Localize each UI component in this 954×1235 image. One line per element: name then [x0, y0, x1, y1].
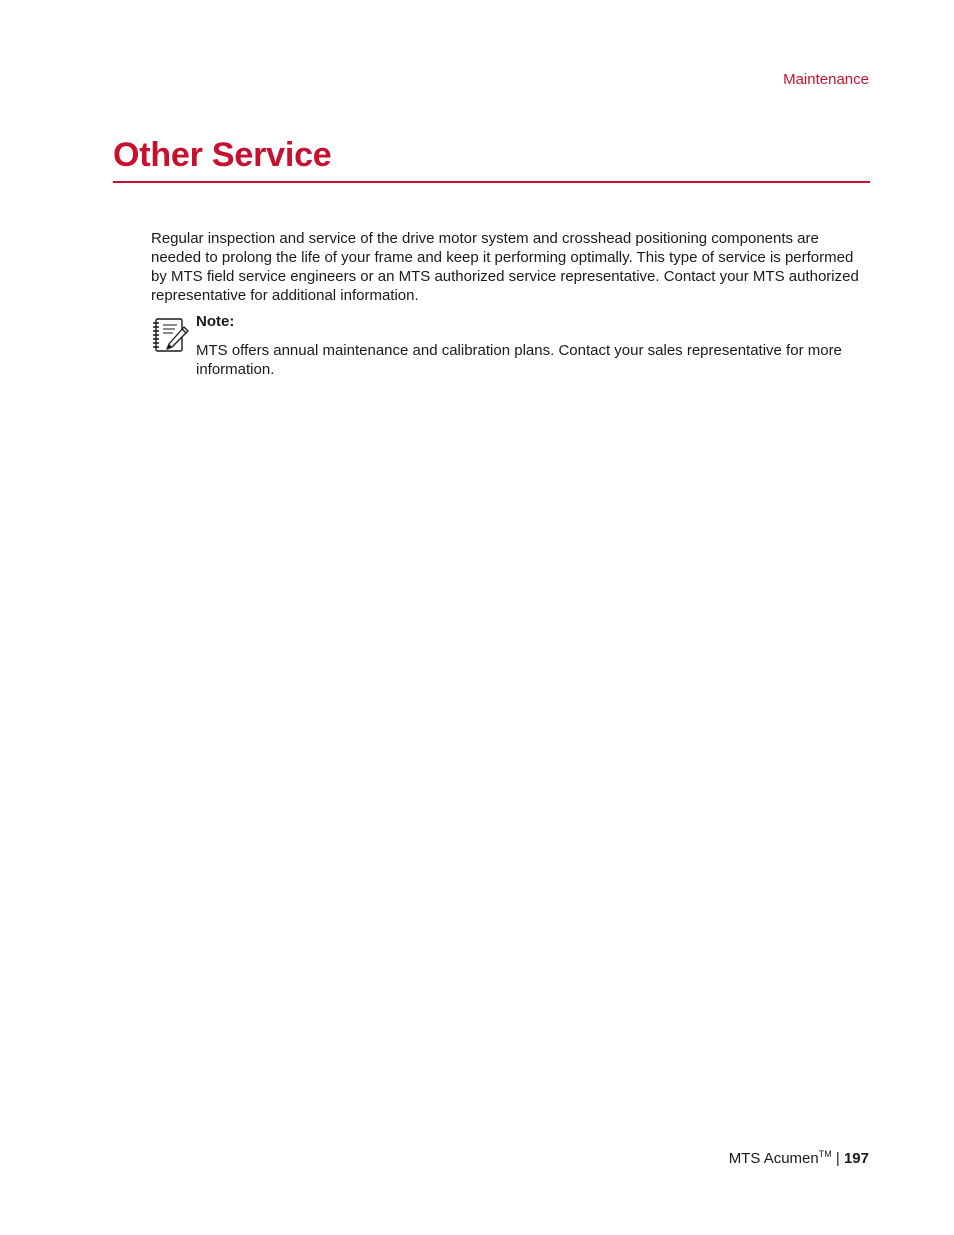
- page-footer: [729, 1149, 869, 1167]
- note-pencil-icon: [151, 316, 189, 354]
- footer-separator: |: [835, 1150, 840, 1167]
- page-title: Other Service: [113, 136, 332, 174]
- note-text: MTS offers annual maintenance and calibration plans. Contact your sales representative for more information.: [196, 342, 842, 378]
- note-label: Note:: [196, 313, 235, 330]
- footer-product: MTS Acumen: [728, 1150, 819, 1167]
- body-paragraph: Regular inspection and service of the drive motor system and crosshead positioning components are needed to prolong the life of your frame and keep it performing optimally. This type of service is performed by MTS field service engineers or an MTS authorized service representative. Contact your MTS authorized representative for additional information.: [151, 230, 859, 304]
- trademark-symbol: TM: [818, 1149, 832, 1159]
- title-divider: [113, 181, 870, 183]
- page-number: 197: [843, 1150, 869, 1167]
- running-header: Maintenance: [783, 71, 869, 88]
